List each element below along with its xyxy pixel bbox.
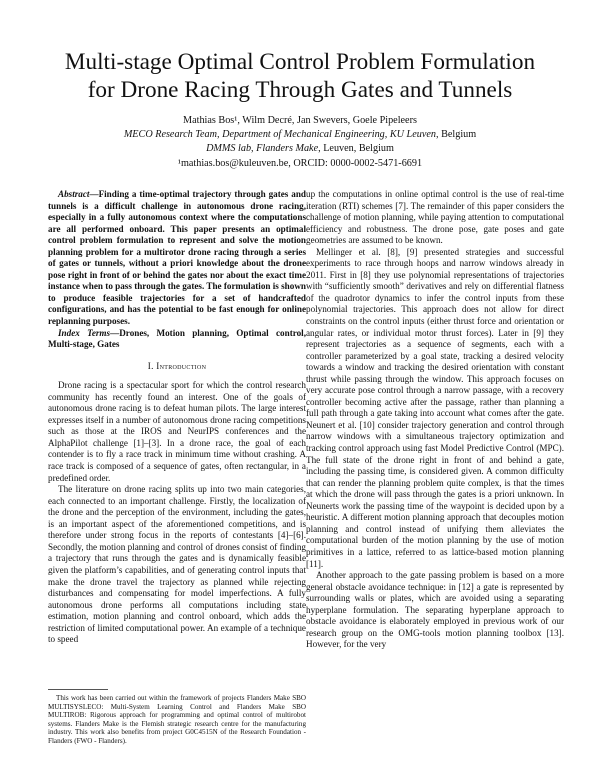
author-block: [30, 114, 570, 171]
abstract: [48, 189, 306, 328]
affiliation-1-name: MECO Research Team, Department of Mechanical Engineering, KU Leuven: [123, 129, 436, 141]
title-line-2: for Drone Racing Through Gates and Tunnels: [87, 77, 513, 103]
body-paragraph: Another approach to the gate passing problem is based on a more general obstacle avoidance technique: in [12] a gate is represented by surrounding walls or plates, which are avoided using a separating hyperplane formulation. The separating hyperplane approach to obstacle avoidance is elaborately employed in previous work of our research group on the OMG-tools motion planning toolbox [13]. However, for the very: [306, 570, 564, 650]
footnote-text: This work has been carried out within the framework of projects Flanders Make SBO MULTISYSLECO: Multi-System Learning Control and Flanders Make SBO MULTIROB: Rigorous approach for programming and optimal control of multirobot systems. Flanders Make is the Flemish strategic research centre for the manufacturing industry. This work also benefits from project G0C4515N of the Research Foundation - Flanders (FWO - Flanders).: [48, 694, 306, 745]
index-terms-text: —Drones, Motion planning, Optimal control, Multi-stage, Gates: [48, 327, 306, 350]
affiliation-1-country: , Belgium: [435, 129, 477, 141]
section-number: I.: [147, 360, 154, 371]
body-paragraph: The literature on drone racing splits up into two main categories, each connected to an important challenge. Firstly, the localization of the drone and the perception of the environment, including the gates, is an important aspect of the aforementioned competitions, and is therefore under strong focus in the reports of contestants [4]–[6]. Secondly, the motion planning and control of drones consist of finding a trajectory that runs through the gates and is dynamically feasible given the platform’s capabilities, and of generating control inputs that make the drone travel the trajectory as planned while rejecting disturbances and compensating for model imperfections. A fully autonomous drone performs all computations including state estimation, motion planning and control onboard, which adds the restriction of limited computational power. An example of a technique to speed: [48, 484, 306, 645]
index-terms-label: Index Terms: [58, 327, 111, 338]
index-terms: [48, 328, 306, 351]
left-column: [48, 189, 306, 646]
body-paragraph: Drone racing is a spectacular sport for which the control research community has recently found an interest. One of the goals of autonomous drone racing is to defeat human pilots. The large interest expresses itself in a number of autonomous drone racing competitions such as those at the IROS and NeurIPS conferences and the AlphaPilot challenge [1]–[3]. In a drone race, the goal of each contender is to fly a race track in minimum time without crashing. A race track is composed of a sequence of gates, often rectangular, in a predefined order.: [48, 380, 306, 483]
right-column: [306, 189, 564, 651]
title-line-1: Multi-stage Optimal Control Problem Formulation: [64, 49, 536, 75]
author-names: Mathias Bos¹, Wilm Decré, Jan Swevers, Goele Pipeleers: [183, 115, 417, 126]
section-title: Introduction: [156, 360, 207, 371]
affiliation-2-location: , Leuven, Belgium: [318, 143, 394, 155]
paper-title: [30, 48, 570, 104]
section-heading: [48, 361, 306, 373]
footnote-rule: [48, 689, 108, 690]
abstract-label: Abstract: [58, 189, 90, 199]
body-paragraph: up the computations in online optimal control is the use of real-time iteration (RTI) schemes [7]. The remainder of this paper considers the challenge of motion planning, while paying attention to computational efficiency and robustness. The drone pose, gate poses and gate geometries are assumed to be known.: [306, 189, 564, 246]
affiliation-1: [30, 128, 570, 142]
abstract-text: —Finding a time-optimal trajectory through gates and tunnels is a difficult challenge in autonomous drone racing, especially in a fully autonomous context where the computations are all performed onboard. This paper presents an optimal control problem formulation to represent and solve the motion planning problem for a multirotor drone racing through a series of gates or tunnels, without a priori knowledge about the drone pose right in front of or behind the gates nor about the exact time instance when to pass through the gates. The formulation is shown to produce feasible trajectories for a set of handcrafted configurations, and has the potential to be fast enough for online replanning purposes.: [48, 189, 306, 327]
contact-line: ¹mathias.bos@kuleuven.be, ORCID: 0000-0002-5471-6691: [177, 157, 423, 169]
body-paragraph: Mellinger et al. [8], [9] presented strategies and successful experiments to race through hoops and narrow windows already in 2011. First in [8] they use polynomial representations of trajectories with “sufficiently smooth” derivatives and rely on differential flatness of the quadrotor dynamics to infer the control inputs from these polynomial trajectories. This approach does not allow for direct constraints on the control inputs (either thrust force and orientation or angular rates, or individual motor thrust forces). Later in [9] they represent trajectories as a sequence of segments, each with a controller parameterized by a goal state, tracking a desired velocity towards a window and tracking the desired orientation with constant thrust while passing through the window. This approach focuses on very accurate pose control through a narrow passage, with a recovery controller becoming active after the passage, rather than planning a full path through a gate taking into account what comes after the gate. Neunert et al. [10] consider trajectory generation and control through narrow windows with a simultaneous trajectory optimization and tracking control approach using fast Model Predictive Control (MPC). The full state of the drone right in front of and behind a gate, including the passing time, is considered given. A common difficulty that can render the planning problem quite complex, is that the times at which the drone will pass through the gates is a priori unknown. In Neunerts work the passing time of the waypoint is decided upon by a heuristic. A different motion planning approach that decouples motion planning and control instead of unifying them alleviates the computational burden of the motion planning by the use of motion primitives in a lattice, referred to as lattice-based motion planning [11].: [306, 246, 564, 569]
affiliation-2: [30, 142, 570, 156]
footnote: [48, 694, 306, 745]
affiliation-2-name: DMMS lab, Flanders Make: [206, 143, 319, 155]
